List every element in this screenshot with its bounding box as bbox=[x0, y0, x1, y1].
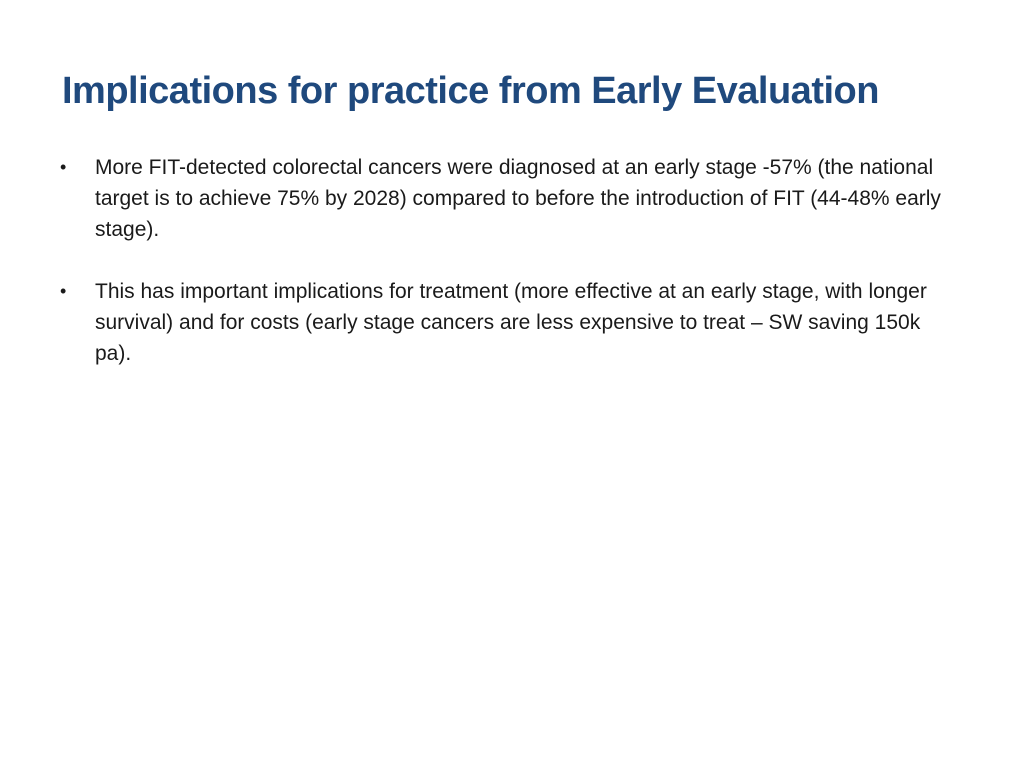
bullet-list bbox=[0, 152, 1024, 369]
bullet-dot-icon: • bbox=[60, 281, 67, 301]
bullet-dot-icon: • bbox=[60, 157, 67, 177]
bullet-item bbox=[0, 276, 945, 369]
bullet-item bbox=[0, 152, 945, 245]
bullet-text: More FIT-detected colorectal cancers were diagnosed at an early stage -57% (the national target is to achieve 75% by 2028) compared to before the introduction of FIT (44-48% early stage). bbox=[95, 156, 941, 241]
slide-title: Implications for practice from Early Evaluation bbox=[62, 70, 879, 112]
bullet-text: This has important implications for treatment (more effective at an early stage, with longer survival) and for costs (early stage cancers are less expensive to treat – SW saving 150k pa). bbox=[95, 280, 927, 365]
